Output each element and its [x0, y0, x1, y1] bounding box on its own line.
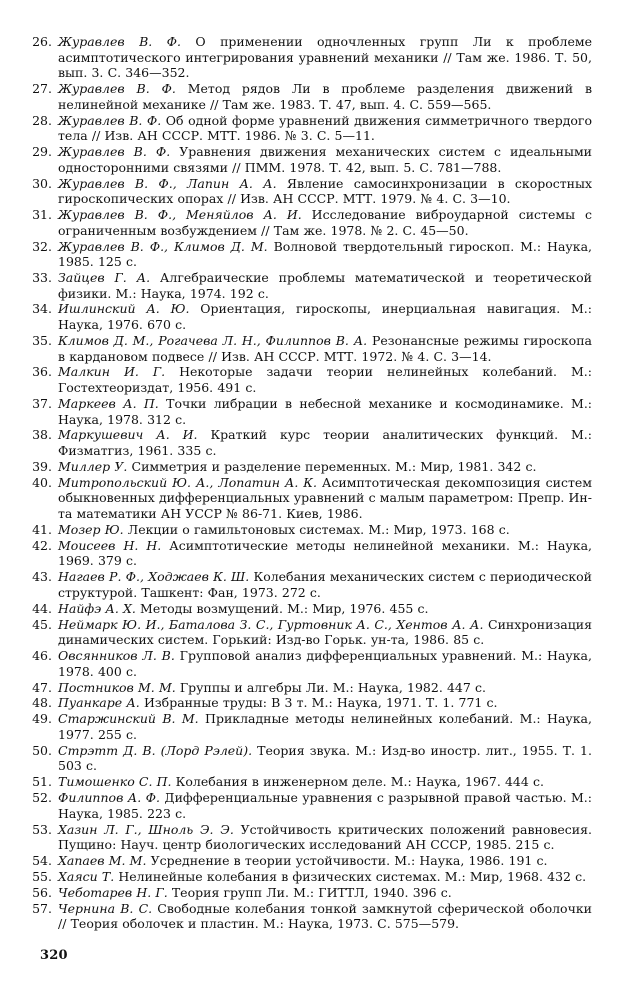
reference-body: [58, 569, 592, 600]
reference-number: 29.: [32, 144, 52, 160]
reference-authors: Журавлев В. Ф.: [58, 81, 176, 97]
reference-text: Симметрия и разделение переменных. М.: Мир, 1981. 342 с.: [127, 458, 537, 474]
reference-number: 36.: [32, 364, 52, 380]
reference-number: 32.: [32, 238, 52, 254]
reference-authors: Хазин Л. Г., Шноль Э. Э.: [58, 821, 234, 837]
reference-authors: Моисеев Н. Н.: [58, 537, 162, 553]
reference-body: [58, 270, 592, 301]
reference-entry: [24, 538, 592, 569]
reference-authors: Чеботарев Н. Г.: [58, 884, 168, 900]
reference-body: [58, 774, 592, 790]
reference-entry: [24, 333, 592, 364]
reference-number: 31.: [32, 207, 52, 223]
reference-number: 46.: [32, 648, 52, 664]
reference-number: 41.: [32, 521, 52, 537]
reference-text: Избранные труды: В 3 т. М.: Наука, 1971. Т. 1. 771 с.: [139, 695, 498, 711]
reference-authors: Мозер Ю.: [58, 521, 124, 537]
reference-body: [58, 522, 592, 538]
reference-authors: Зайцев Г. А.: [58, 269, 151, 285]
reference-entry: [24, 711, 592, 742]
reference-body: [58, 364, 592, 395]
reference-authors: Тимошенко С. П.: [58, 774, 172, 790]
reference-entry: [24, 822, 592, 853]
reference-body: [58, 538, 592, 569]
reference-authors: Найфэ А. Х.: [58, 600, 136, 616]
reference-text: Теория звука. М.: Изд-во иностр. лит., 1955. Т. 1. 503 с.: [58, 742, 592, 774]
reference-text: Дифференциальные уравнения с разрывной правой частью. М.: Наука, 1985. 223 с.: [58, 790, 592, 821]
reference-number: 51.: [32, 774, 52, 790]
reference-number: 33.: [32, 269, 52, 285]
reference-text: Об одной форме уравнений движения симметричного твердого тела // Изв. АН СССР. МТТ. 1986. № 3. С. 5—11.: [58, 112, 592, 144]
reference-number: 40.: [32, 474, 52, 490]
reference-entry: [24, 853, 592, 869]
reference-authors: Филиппов А. Ф.: [58, 790, 160, 806]
reference-number: 34.: [32, 301, 52, 317]
reference-authors: Журавлев В. Ф.: [58, 144, 171, 160]
reference-body: [58, 853, 592, 869]
reference-authors: Митропольский Ю. А., Лопатин А. К.: [58, 474, 317, 490]
reference-authors: Журавлев В. Ф., Меняйлов А. И.: [58, 207, 302, 223]
reference-authors: Миллер У.: [58, 458, 128, 474]
reference-text: Резонансные режимы гироскопа в кардановом подвесе // Изв. АН СССР. МТТ. 1972. № 4. С. 3—14.: [58, 332, 592, 364]
reference-authors: Климов Д. М., Рогачева Л. Н., Филиппов В. А.: [58, 332, 368, 348]
reference-body: [58, 176, 592, 207]
reference-number: 38.: [32, 427, 52, 443]
reference-number: 50.: [32, 742, 52, 758]
reference-number: 39.: [32, 458, 52, 474]
reference-entry: [24, 569, 592, 600]
reference-number: 35.: [32, 332, 52, 348]
reference-authors: Овсянников Л. В.: [58, 648, 175, 664]
reference-body: [58, 396, 592, 427]
reference-body: [58, 648, 592, 679]
reference-authors: Малкин И. Г.: [58, 364, 166, 380]
reference-number: 43.: [32, 569, 52, 585]
reference-text: Свободные колебания тонкой замкнутой сферической оболочки // Теория оболочек и пластин. М.: Наука, 1973. С. 575—579.: [58, 900, 592, 932]
reference-authors: Стрэтт Д. В. (Лорд Рэлей).: [58, 742, 253, 758]
reference-text: Лекции о гамильтоновых системах. М.: Мир, 1973. 168 с.: [123, 521, 510, 537]
reference-number: 48.: [32, 695, 52, 711]
reference-text: Групповой анализ дифференциальных уравнений. М.: Наука, 1978. 400 с.: [58, 648, 592, 679]
reference-body: [58, 113, 592, 144]
reference-authors: Пуанкаре А.: [58, 695, 140, 711]
reference-text: Группы и алгебры Ли. М.: Наука, 1982. 447 с.: [175, 679, 486, 695]
reference-text: Асимптотическая декомпозиция систем обыкновенных дифференциальных уравнений с малым параметром: Препр. Ин-та математики АН УССР № 86-71. Киев, 1986.: [58, 474, 592, 521]
reference-entry: [24, 680, 592, 696]
reference-number: 26.: [32, 34, 52, 49]
reference-authors: Журавлев В. Ф., Лапин А. А.: [58, 175, 277, 191]
reference-text: Синхронизация динамических систем. Горький: Изд-во Горьк. ун-та, 1986. 85 с.: [58, 616, 592, 648]
reference-body: [58, 822, 592, 853]
reference-number: 28.: [32, 112, 52, 128]
reference-body: [58, 790, 592, 821]
reference-body: [58, 475, 592, 522]
reference-text: О применении одночленных групп Ли к проблеме асимптотического интегрирования уравнений механики // Там же. 1986. Т. 50, вып. 3. С. 346—352.: [58, 34, 592, 81]
reference-body: [58, 144, 592, 175]
reference-text: Усреднение в теории устойчивости. М.: Наука, 1986. 191 с.: [146, 853, 548, 869]
reference-entry: [24, 475, 592, 522]
reference-entry: [24, 617, 592, 648]
reference-entry: [24, 774, 592, 790]
reference-body: [58, 459, 592, 475]
reference-authors: Постников М. М.: [58, 679, 176, 695]
reference-number: 55.: [32, 869, 52, 885]
reference-body: [58, 743, 592, 774]
reference-text: Асимптотические методы нелинейной механики. М.: Наука, 1969. 379 с.: [58, 537, 592, 569]
reference-number: 42.: [32, 537, 52, 553]
reference-body: [58, 617, 592, 648]
reference-entry: [24, 144, 592, 175]
reference-number: 45.: [32, 616, 52, 632]
reference-number: 57.: [32, 900, 52, 916]
reference-body: [58, 601, 592, 617]
reference-authors: Хаяси Т.: [58, 869, 115, 885]
reference-entry: [24, 885, 592, 901]
reference-text: Теория групп Ли. М.: ГИТТЛ, 1940. 396 с.: [167, 884, 452, 900]
reference-number: 52.: [32, 790, 52, 806]
reference-entry: [24, 270, 592, 301]
reference-authors: Журавлев В. Ф.: [58, 34, 181, 49]
reference-entry: [24, 743, 592, 774]
reference-authors: Чернина В. С.: [58, 900, 153, 916]
reference-authors: Хапаев М. М.: [58, 853, 147, 869]
reference-entry: [24, 301, 592, 332]
reference-number: 49.: [32, 711, 52, 727]
reference-entry: [24, 364, 592, 395]
reference-body: [58, 34, 592, 81]
reference-number: 47.: [32, 679, 52, 695]
reference-text: Краткий курс теории аналитических функций. М.: Физматгиз, 1961. 335 с.: [58, 427, 592, 458]
reference-body: [58, 427, 592, 458]
reference-authors: Маркушевич А. И.: [58, 427, 198, 443]
reference-body: [58, 680, 592, 696]
reference-text: Колебания в инженерном деле. М.: Наука, 1967. 444 с.: [171, 774, 544, 790]
reference-body: [58, 301, 592, 332]
reference-body: [58, 869, 592, 885]
reference-number: 27.: [32, 81, 52, 97]
reference-text: Нелинейные колебания в физических системах. М.: Мир, 1968. 432 с.: [114, 869, 587, 885]
reference-number: 37.: [32, 395, 52, 411]
reference-text: Колебания механических систем с периодической структурой. Ташкент: Фан, 1973. 272 с.: [58, 569, 593, 600]
reference-text: Некоторые задачи теории нелинейных колебаний. М.: Гостехтеориздат, 1956. 491 с.: [58, 364, 592, 396]
reference-text: Устойчивость критических положений равновесия. Пущино: Науч. центр биологических исследований АН СССР, 1985. 215 с.: [58, 821, 592, 853]
reference-authors: Ишлинский А. Ю.: [58, 301, 190, 317]
reference-body: [58, 239, 592, 270]
reference-entry: [24, 427, 592, 458]
reference-text: Ориентация, гироскопы, инерциальная навигация. М.: Наука, 1976. 670 с.: [58, 301, 592, 333]
reference-text: Исследование виброударной системы с ограниченным возбуждением // Там же. 1978. № 2. С. 45—50.: [58, 207, 592, 238]
reference-authors: Неймарк Ю. И., Баталова З. С., Гуртовник А. С., Хентов А. А.: [58, 616, 484, 632]
page-number: 320: [40, 948, 68, 963]
reference-text: Метод рядов Ли в проблеме разделения движений в нелинейной механике // Там же. 1983. Т. 47, вып. 4. С. 559—565.: [58, 81, 592, 112]
reference-authors: Журавлев В. Ф.: [58, 112, 162, 128]
reference-authors: Старжинский В. М.: [58, 711, 199, 727]
reference-entry: [24, 695, 592, 711]
reference-text: Явление самосинхронизации в скоростных гироскопических опорах // Изв. АН СССР. МТТ. 1979. № 4. С. 3—10.: [58, 175, 592, 207]
reference-body: [58, 333, 592, 364]
reference-body: [58, 885, 592, 901]
reference-entry: [24, 81, 592, 112]
reference-number: 56.: [32, 884, 52, 900]
reference-number: 44.: [32, 600, 52, 616]
reference-number: 54.: [32, 853, 52, 869]
reference-entry: [24, 34, 592, 81]
reference-text: Волновой твердотельный гироскоп. М.: Наука, 1985. 125 с.: [58, 238, 593, 270]
reference-entry: [24, 869, 592, 885]
reference-entry: [24, 207, 592, 238]
reference-text: Алгебраические проблемы математической и теоретической физики. М.: Наука, 1974. 192 с.: [58, 269, 592, 301]
reference-body: [58, 81, 592, 112]
reference-authors: Нагаев Р. Ф., Ходжаев К. Ш.: [58, 569, 250, 585]
reference-entry: [24, 176, 592, 207]
reference-entry: [24, 396, 592, 427]
reference-body: [58, 695, 592, 711]
reference-number: 53.: [32, 821, 52, 837]
reference-text: Уравнения движения механических систем с идеальными односторонними связями // ПММ. 1978. Т. 42, вып. 5. С. 781—788.: [58, 144, 592, 175]
reference-body: [58, 711, 592, 742]
reference-entry: [24, 113, 592, 144]
reference-entry: [24, 522, 592, 538]
reference-entry: [24, 901, 592, 932]
reference-body: [58, 901, 592, 932]
reference-entry: [24, 459, 592, 475]
reference-text: Прикладные методы нелинейных колебаний. М.: Наука, 1977. 255 с.: [58, 711, 592, 742]
reference-list: [24, 34, 592, 932]
reference-entry: [24, 239, 592, 270]
reference-body: [58, 207, 592, 238]
reference-authors: Журавлев В. Ф., Климов Д. М.: [58, 238, 268, 254]
reference-text: Точки либрации в небесной механике и космодинамике. М.: Наука, 1978. 312 с.: [58, 395, 593, 427]
reference-entry: [24, 790, 592, 821]
reference-number: 30.: [32, 175, 52, 191]
reference-entry: [24, 601, 592, 617]
reference-text: Методы возмущений. М.: Мир, 1976. 455 с.: [135, 600, 429, 616]
reference-entry: [24, 648, 592, 679]
reference-authors: Маркеев А. П.: [58, 395, 159, 411]
